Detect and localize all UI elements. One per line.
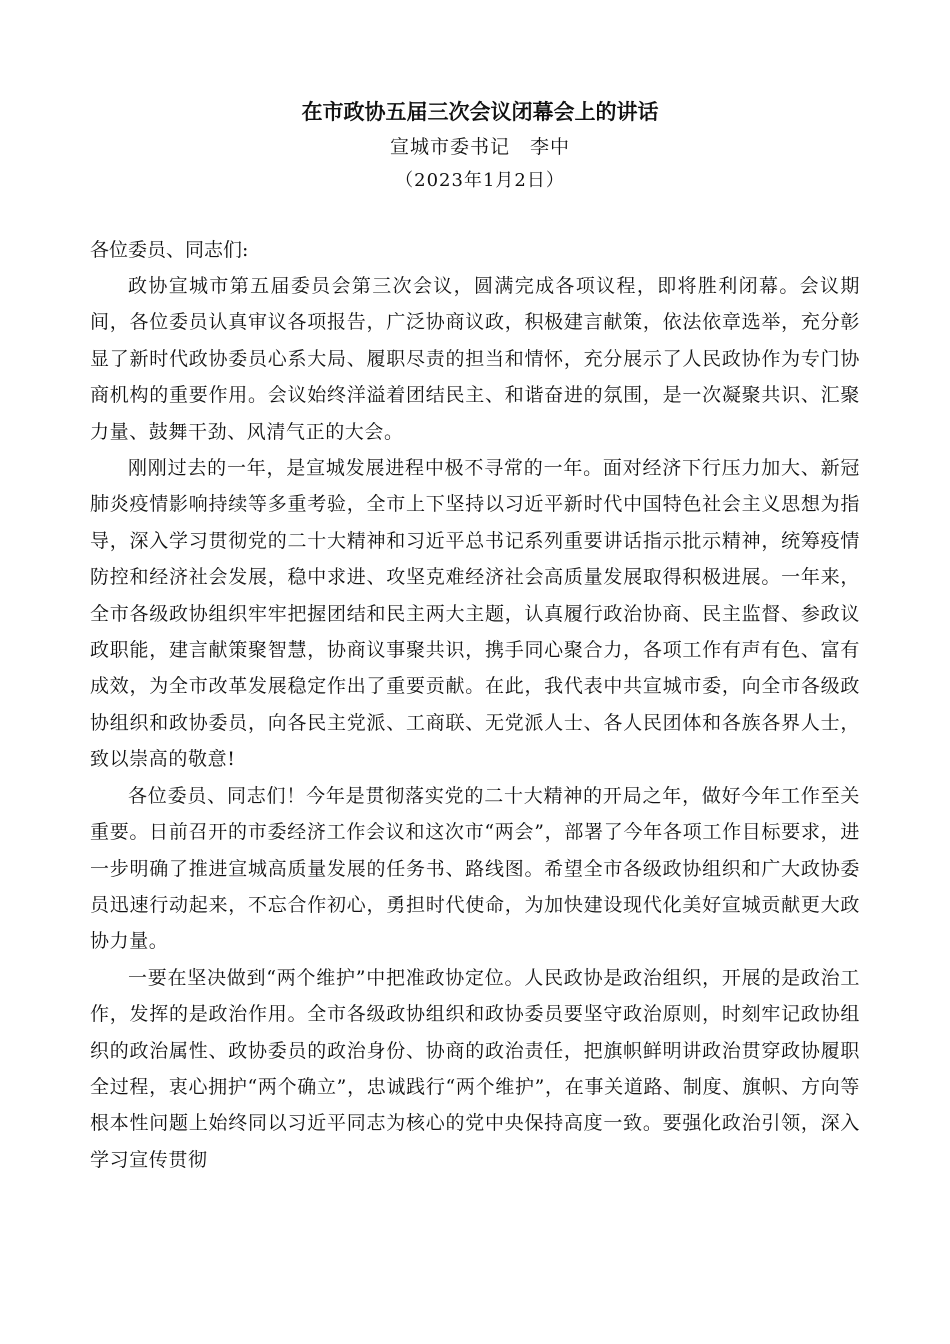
paragraph-3: 各位委员、同志们！今年是贯彻落实党的二十大精神的开局之年，做好今年工作至关重要。日前召开的市委经济工作会议和这次市“两会”，部署了今年各项工作目标要求，进一步明确了推进宣城高质量发展的任务书、路线图。希望全市各级政协组织和广大政协委员迅速行动起来，不忘合作初心，勇担时代使命，为加快建设现代化美好宣城贡献更大政协力量。 [90,784,860,953]
speech-date: （2023年1月2日） [395,170,565,191]
salutation: 各位委员、同志们: [90,239,249,261]
spacer [90,198,860,232]
paragraph-4: 一要在坚决做到“两个维护”中把准政协定位。人民政协是政治组织，开展的是政治工作，发挥的是政治作用。全市各级政协组织和政协委员要坚守政治原则，时刻牢记政协组织的政治属性、政协委员的政治身份、协商的政治责任，把旗帜鲜明讲政治贯穿政协履职全过程，衷心拥护“两个确立”，忠诚践行“两个维护”，在事关道路、制度、旗帜、方向等根本性问题上始终同以习近平同志为核心的党中央保持高度一致。要强化政治引领，深入学习宣传贯彻 [90,966,860,1171]
document-page [90,94,860,1178]
paragraph-1: 政协宣城市第五届委员会第三次会议，圆满完成各项议程，即将胜利闭幕。会议期间，各位委员认真审议各项报告，广泛协商议政，积极建言献策，依法依章选举，充分彰显了新时代政协委员心系大局、履职尽责的担当和情怀，充分展示了人民政协作为专门协商机构的重要作用。会议始终洋溢着团结民主、和谐奋进的氛围，是一次凝聚共识、汇聚力量、鼓舞干劲、风清气正的大会。 [90,275,860,443]
document-title: 在市政协五届三次会议闭幕会上的讲话 [301,99,659,124]
paragraph-2: 刚刚过去的一年，是宣城发展进程中极不寻常的一年。面对经济下行压力加大、新冠肺炎疫情影响持续等多重考验，全市上下坚持以习近平新时代中国特色社会主义思想为指导，深入学习贯彻党的二十大精神和习近平总书记系列重要讲话指示批示精神，统筹疫情防控和经济社会发展，稳中求进、攻坚克难经济社会高质量发展取得积极进展。一年来，全市各级政协组织牢牢把握团结和民主两大主题，认真履行政治协商、民主监督、参政议政职能，建言献策聚智慧，协商议事聚共识，携手同心聚合力，各项工作有声有色、富有成效，为全市改革发展稳定作出了重要贡献。在此，我代表中共宣城市委，向全市各级政协组织和政协委员，向各民主党派、工商联、无党派人士、各人民团体和各族各界人士，致以崇高的敬意! [90,457,860,771]
author-byline: 宣城市委书记 李中 [389,136,570,158]
